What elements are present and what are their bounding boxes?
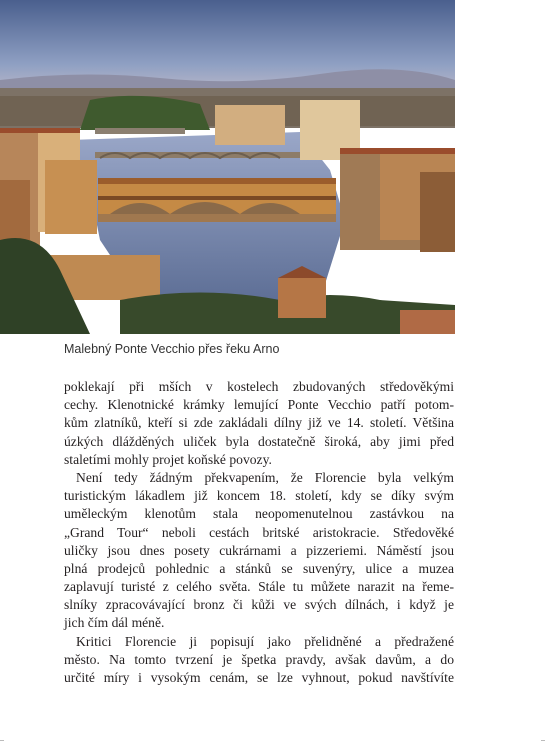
crop-mark bbox=[0, 740, 4, 741]
text-line: Není tedy žádným překvapením, že Florencie byla velkým bbox=[76, 469, 454, 485]
text-line: město. Na tomto tvrzení je špetka pravdy, avšak davům, a do bbox=[64, 651, 454, 667]
text-line: určité míry i vysokým cenám, se lze vyhnout, pokud navštívíte bbox=[64, 670, 454, 685]
text-line: Kritici Florencie ji popisují jako přelidněné a předražené bbox=[76, 633, 454, 649]
crop-mark bbox=[541, 740, 545, 741]
figure-caption: Malebný Ponte Vecchio přes řeku Arno bbox=[64, 342, 280, 356]
text-line: plná prodejců pohlednic a stánků se suvenýry, ulice a muzea bbox=[64, 560, 454, 576]
article-body bbox=[64, 378, 454, 687]
text-line: uličky jsou dnes posety cukrárnami a pizzeriemi. Náměstí jsou bbox=[64, 542, 454, 558]
text-line: slníky zpracovávající bronz či kůži ve svých dílnách, i když je bbox=[64, 597, 454, 613]
text-line: cechy. Klenotnické krámky lemující Ponte Vecchio patří potom- bbox=[64, 397, 454, 413]
ponte-vecchio-photo bbox=[0, 0, 455, 334]
text-line: „Grand Tour“ neboli cestách britské aristokracie. Středověké bbox=[64, 524, 454, 540]
text-line: úzkých dlážděných uliček byla dostatečně široká, aby jimi před bbox=[64, 433, 454, 449]
text-line: turistickým lákadlem již koncem 18. století, kdy se díky svým bbox=[64, 488, 454, 504]
paragraph-1 bbox=[64, 378, 454, 469]
text-line: uměleckým klenotům stala neopomenutelnou zastávkou na bbox=[64, 506, 454, 522]
text-line: jich čím dál méně. bbox=[64, 615, 165, 631]
text-line: zaplavují turisté z celého světa. Stále tu můžete narazit na řeme- bbox=[64, 579, 454, 595]
text-line: poklekají při mších v kostelech zbudovaných středověkými bbox=[64, 379, 454, 394]
paragraph-3 bbox=[64, 633, 454, 688]
text-line: staletími mohly projet koňské povozy. bbox=[64, 451, 272, 467]
paragraph-2 bbox=[64, 469, 454, 633]
text-line: kům zlatníků, kteří si zde zakládali dílny již ve 14. století. Většina bbox=[64, 415, 454, 431]
